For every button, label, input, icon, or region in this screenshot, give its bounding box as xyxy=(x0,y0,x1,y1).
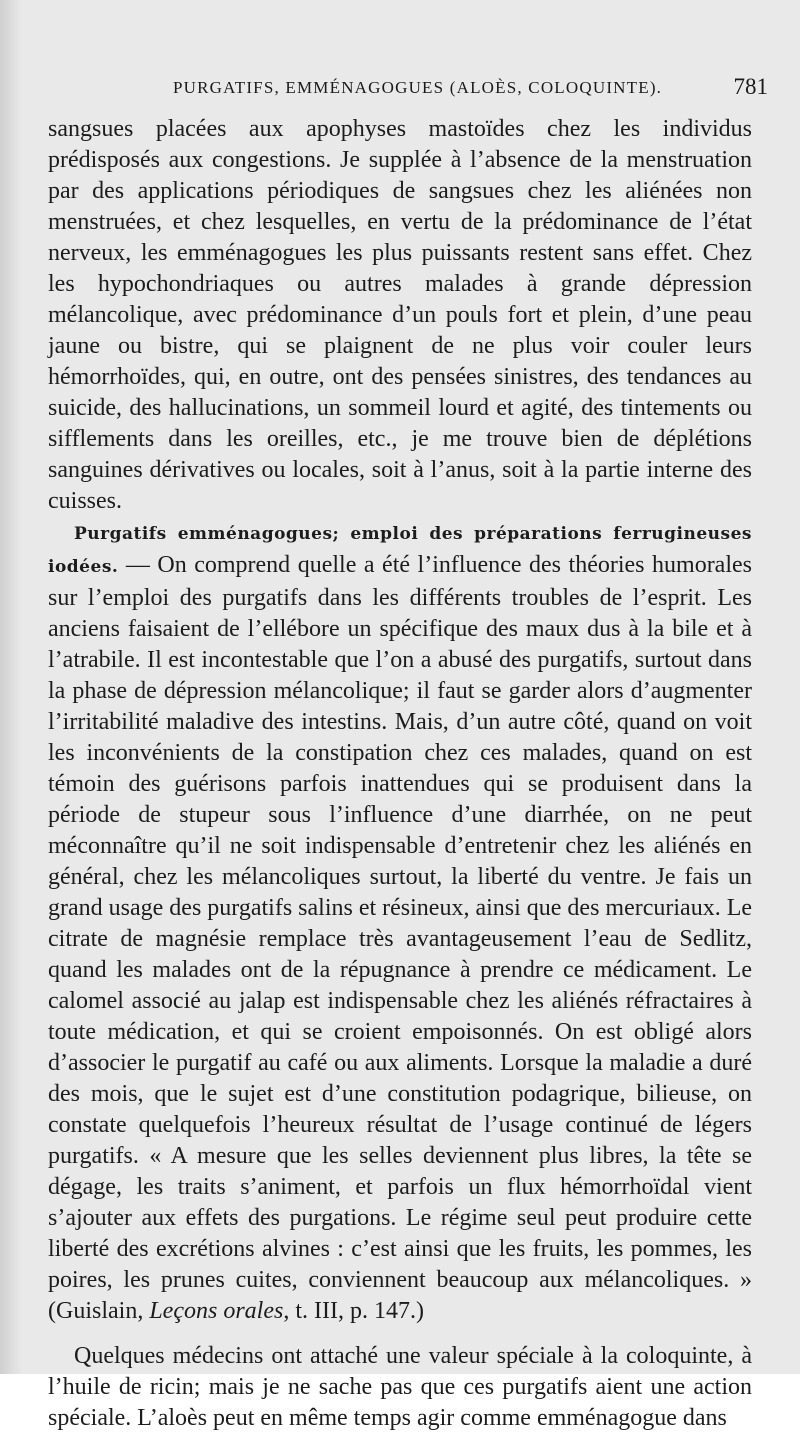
citation-title: Leçons orales xyxy=(149,1298,284,1324)
running-head: PURGATIFS, EMMÉNAGOGUES (ALOÈS, COLOQUINTE). xyxy=(173,78,663,97)
paragraph-purgatifs xyxy=(48,517,752,1327)
paragraph-continuation: sangsues placées aux apophyses mastoïdes chez les individus prédisposés aux congestions. Je supplée à l’absence de la menstruation par des applications périodiques de sangsues chez les aliénées non menstruées, et chez lesquelles, en vertu de la prédominance de l’état nerveux, les emménagogues les plus puissants restent sans effet. Chez les hypochondriaques ou autres malades à grande dépression mélancolique, avec prédominance d’un pouls fort et plein, d’une peau jaune ou bistre, qui se plaignent de ne plus voir couler leurs hémorrhoïdes, qui, en outre, ont des pensées sinistres, des tendances au suicide, des hallucinations, un sommeil lourd et agité, des tintements ou sifflements dans les oreilles, etc., je me trouve bien de déplétions sanguines dérivatives ou locales, soit à l’anus, soit à la partie interne des cuisses. xyxy=(48,116,752,514)
citation-reference: , t. III, p. 147.) xyxy=(283,1298,424,1324)
section-title: Purgatifs emménagogues; emploi des préparations ferrugineuses iodées. xyxy=(48,524,752,577)
paragraph-text: — On comprend quelle a été l’influence des théories humorales sur l’emploi des purgatifs dans les différents troubles de l’esprit. Les anciens faisaient de l’ellébore un spécifique des maux dus à la bile et à l’atrabile. Il est incontestable que l’on a abusé des purgatifs, surtout dans la phase de dépression mélancolique; il faut se garder alors d’augmenter l’irritabilité maladive des intestins. Mais, d’un autre côté, quand on voit les inconvénients de la constipation chez ces malades, quand on est témoin des guérisons parfois inattendues qui se produisent dans la période de stupeur sous l’influence d’une diarrhée, on ne peut méconnaître qu’il ne soit indispensable d’entretenir chez les aliénés en général, chez les mélancoliques surtout, la liberté du ventre. Je fais un grand usage des purgatifs salins et résineux, ainsi que des mercuriaux. Le citrate de magnésie remplace très avantageusement l’eau de Sedlitz, quand les malades ont de la répugnance à prendre ce médicament. Le calomel associé au jalap est indispensable chez les aliénés réfractaires à toute médication, et qui se croient empoisonnés. On est obligé alors d’associer le purgatif au café ou aux aliments. Lorsque la maladie a duré des mois, que le sujet est d’une constitution podagrique, bilieuse, on constate quelquefois l’heureux résultat de l’usage continué de légers purgatifs. « A mesure que les selles deviennent plus libres, la tête se dégage, les traits s’animent, et parfois un flux hémorrhoïdal vient s’ajouter aux effets des purgations. Le régime seul peut produire cette liberté des excrétions alvines : c’est ainsi que les fruits, les pommes, les poires, les prunes cuites, conviennent beaucoup aux mélancoliques. » (Guislain, xyxy=(48,552,753,1324)
paragraph-coloquinte: Quelques médecins ont attaché une valeur spéciale à la coloquinte, à l’huile de ricin; mais je ne sache pas que ces purgatifs aient une action spéciale. L’aloès peut en même temps agir comme emménagogue dans xyxy=(48,1343,752,1431)
page-header xyxy=(48,74,768,108)
page-number: 781 xyxy=(733,74,768,99)
page-body xyxy=(48,114,752,1434)
